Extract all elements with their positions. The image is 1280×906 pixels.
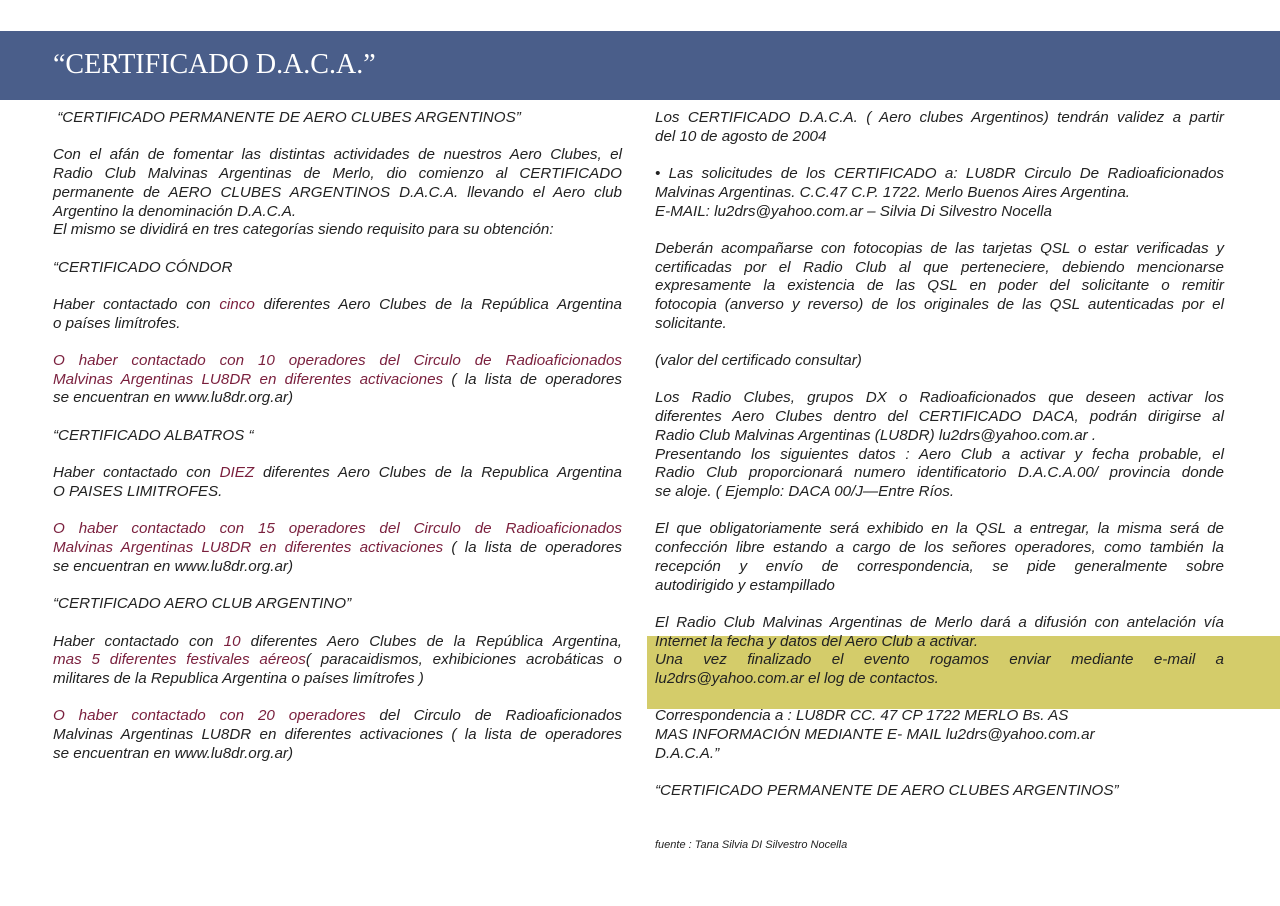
qsl-paragraph: Deberán acompañarse con fotocopias de las tarjetas QSL o estar verificadas y certificadas por el Radio Club al que perteneciere, debiendo mencionarse expresamente la existencia de las QSL en poder del solicitante o remitir fotocopia (anverso y reverso) de los originales de las QSL autenticadas por el solicitante. [655,239,1224,332]
right-column [655,109,1224,801]
albatros-title: “CERTIFICADO ALBATROS “ [53,426,254,444]
mandatory-paragraph: El que obligatoriamente será exhibido en la QSL a entregar, la misma será de confección libre estando a cargo de los señores operadores, como también la recepción y envío de correspondencia, se pide generalmente sobre autodirigido y estampillado [655,520,1224,594]
requests-paragraph: • Las solicitudes de los CERTIFICADO a: LU8DR Circulo De Radioaficionados Malvinas Argentinas. C.C.47 C.P. 1722. Merlo Buenos Aires Argentina. E-MAIL: lu2drs@yahoo.com.ar – Silvia Di Silvestro Nocella [655,165,1224,220]
left-column [53,109,622,763]
closing-title: “CERTIFICADO PERMANENTE DE AERO CLUBES ARGENTINOS” [655,782,1119,800]
albatros-alternative: O haber contactado con 15 operadores del Circulo de Radioaficionados Malvinas Argentinas LU8DR en diferentes activaciones ( la lista de operadores se encuentran en www.lu8dr.org.ar) [53,520,622,575]
source-note: fuente : Tana Silvia DI Silvestro Nocella [655,839,848,851]
condor-alternative: O haber contactado con 10 operadores del Circulo de Radioaficionados Malvinas Argentinas LU8DR en diferentes activaciones ( la lista de operadores se encuentran en www.lu8dr.org.ar) [53,352,622,407]
aeroclub-requirement: Haber contactado con 10 diferentes Aero Clubes de la República Argentina, mas 5 diferentes festivales aéreos( paracaidismos, exhibiciones acrobáticas o militares de la Republica Argentina o países limítrofes ) [53,632,623,687]
clubs-paragraph: Los Radio Clubes, grupos DX o Radioaficionados que deseen activar los diferentes Aero Clubes dentro del CERTIFICADO DACA, podrán dirigirse al Radio Club Malvinas Argentinas (LU8DR) lu2drs@yahoo.com.ar . Presentando los siguientes datos : Aero Club a activar y fecha probable, el Radio Club proporcionará numero identificatorio D.A.C.A.00/ provincia donde se aloje. ( Ejemplo: DACA 00/J—Entre Ríos. [655,389,1224,500]
condor-title: “CERTIFICADO CÓNDOR [53,258,233,276]
contact-paragraph: Correspondencia a : LU8DR CC. 47 CP 1722 MERLO Bs. AS MAS INFORMACIÓN MEDIANTE E- MAIL lu2drs@yahoo.com.ar D.A.C.A.” [655,707,1095,762]
intro-paragraph: Con el afán de fomentar las distintas actividades de nuestros Aero Clubes, el Radio Club Malvinas Argentinas de Merlo, dio comienzo al CERTIFICADO permanente de AERO CLUBES ARGENTINOS D.A.C.A. llevando el Aero club Argentino la denominación D.A.C.A. El mismo se dividirá en tres categorías siendo requisito para su obtención: [53,146,622,239]
subtitle: “CERTIFICADO PERMANENTE DE AERO CLUBES ARGENTINOS” [53,109,521,126]
diffusion-paragraph: El Radio Club Malvinas Argentinas de Merlo dará a difusión con antelación vía Internet la fecha y datos del Aero Club a activar. Una vez finalizado el evento rogamos enviar mediante e-mail a lu2drs@yahoo.com.ar el log de contactos. [655,613,1224,687]
aeroclub-alternative: O haber contactado con 20 operadores del Circulo de Radioaficionados Malvinas Argentinas LU8DR en diferentes activaciones ( la lista de operadores se encuentran en www.lu8dr.org.ar) [53,707,622,762]
page-title: “CERTIFICADO D.A.C.A.” [53,49,376,80]
validity-paragraph: Los CERTIFICADO D.A.C.A. ( Aero clubes Argentinos) tendrán validez a partir del 10 de agosto de 2004 [655,109,1224,145]
albatros-requirement: Haber contactado con DIEZ diferentes Aero Clubes de la Republica Argentina O PAISES LIMITROFES. [53,464,623,500]
aeroclub-title: “CERTIFICADO AERO CLUB ARGENTINO” [53,595,352,613]
condor-requirement: Haber contactado con cinco diferentes Aero Clubes de la República Argentina o países limítrofes. [53,295,622,332]
price-note: (valor del certificado consultar) [655,352,862,370]
